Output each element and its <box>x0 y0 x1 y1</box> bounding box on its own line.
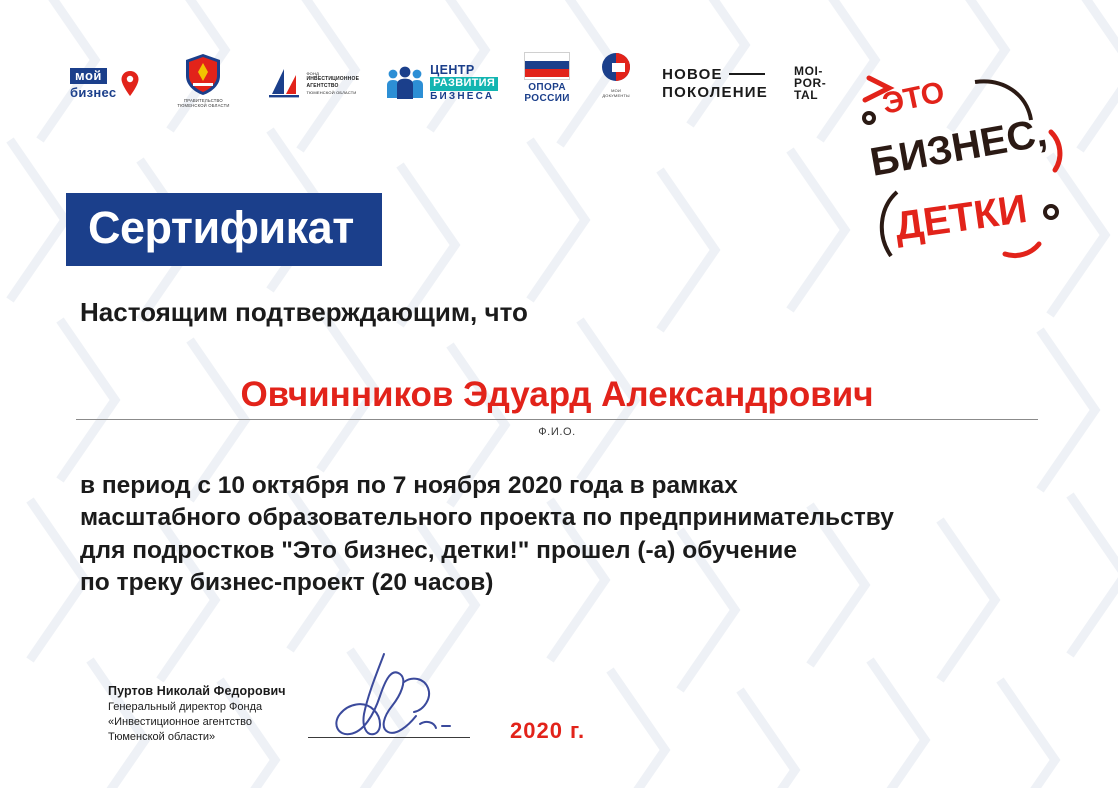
logo-moi-portal-line2: POR- <box>793 75 827 90</box>
logo-novoe-pokolenie-rule <box>729 73 765 75</box>
certificate-title: Сертификат <box>66 193 382 266</box>
logo-opora-line1: ОПОРА <box>528 82 566 93</box>
logo-novoe-pokolenie-line1: НОВОЕ <box>662 65 723 83</box>
emblem-line2: БИЗНЕС, <box>866 110 1050 185</box>
logo-investment-agency-line4: ТЮМЕНСКОЙ ОБЛАСТИ <box>306 89 357 95</box>
logo-center-razvitiya-biznesa <box>385 52 498 114</box>
eto-biznes-detki-emblem <box>855 58 1070 273</box>
logo-tyumen-region-gerb <box>166 52 240 114</box>
certificate-body-text <box>80 470 1040 599</box>
logo-investment-agency-line2: ИНВЕСТИЦИОННОЕ <box>306 76 360 83</box>
handwritten-signature <box>308 648 478 748</box>
map-pin-icon <box>120 70 140 96</box>
logo-crb-line1: ЦЕНТР <box>430 62 475 77</box>
logo-tyumen-region-caption: ПРАВИТЕЛЬСТВО ТЮМЕНСКОЙ ОБЛАСТИ <box>177 98 230 109</box>
logo-moi-dokumenty <box>596 52 636 114</box>
sail-icon <box>266 66 302 100</box>
logo-moi-dokumenty-caption: МОИ ДОКУМЕНТЫ <box>602 88 630 98</box>
body-line-3: для подростков "Это бизнес, детки!" прошел (-а) обучение <box>80 536 797 564</box>
mfc-circle-icon <box>596 52 636 86</box>
signer-block <box>108 684 286 745</box>
hereby-text: Настоящим подтверждающим, что <box>80 297 528 327</box>
logo-moi-portal <box>794 52 826 114</box>
logo-investment-agency-line3: АГЕНТСТВО <box>306 83 339 89</box>
signer-role-line-1: Генеральный директор Фонда <box>108 701 263 713</box>
recipient-block <box>76 375 1038 438</box>
partner-logo-strip <box>70 52 826 114</box>
signer-role-line-3: Тюменской области» <box>108 730 216 743</box>
russian-flag-icon <box>524 52 570 80</box>
logo-crb-line3: БИЗНЕСА <box>430 90 495 102</box>
coat-of-arms-icon <box>180 52 226 96</box>
logo-opora-rossii <box>524 52 570 114</box>
logo-moi-portal-line1: MOI- <box>793 63 824 78</box>
recipient-name: Овчинников Эдуард Александрович <box>240 375 874 414</box>
logo-novoe-pokolenie-line2: ПОКОЛЕНИЕ <box>662 83 768 101</box>
emblem-line3: ДЕТКИ <box>892 186 1030 249</box>
logo-opora-line2: РОССИИ <box>524 93 570 104</box>
signature-underline <box>308 737 470 738</box>
logo-investment-agency-line1: ФОНД <box>306 70 319 76</box>
logo-moy-biznes-line2: бизнес <box>70 84 117 100</box>
logo-investment-agency <box>266 52 359 114</box>
logo-moy-biznes <box>70 52 140 114</box>
body-line-2: масштабного образовательного проекта по предпринимательству <box>80 504 894 532</box>
emblem-line1: ЭТО <box>879 75 948 121</box>
logo-crb-line2: РАЗВИТИЯ <box>430 77 498 91</box>
logo-novoe-pokolenie <box>662 52 768 114</box>
body-line-1: в период с 10 октября по 7 ноября 2020 года в рамках <box>80 472 738 499</box>
signer-role-line-2: «Инвестиционное агентство <box>108 715 252 728</box>
people-group-icon <box>385 65 425 101</box>
body-line-4: по треку бизнес-проект (20 часов) <box>80 568 494 596</box>
recipient-field-caption: Ф.И.О. <box>538 426 576 438</box>
logo-moy-biznes-line1: мой <box>70 68 107 84</box>
signer-name: Пуртов Николай Федорович <box>108 684 286 698</box>
logo-moi-portal-line3: TAL <box>793 88 819 103</box>
certificate-year: 2020 г. <box>510 718 586 743</box>
